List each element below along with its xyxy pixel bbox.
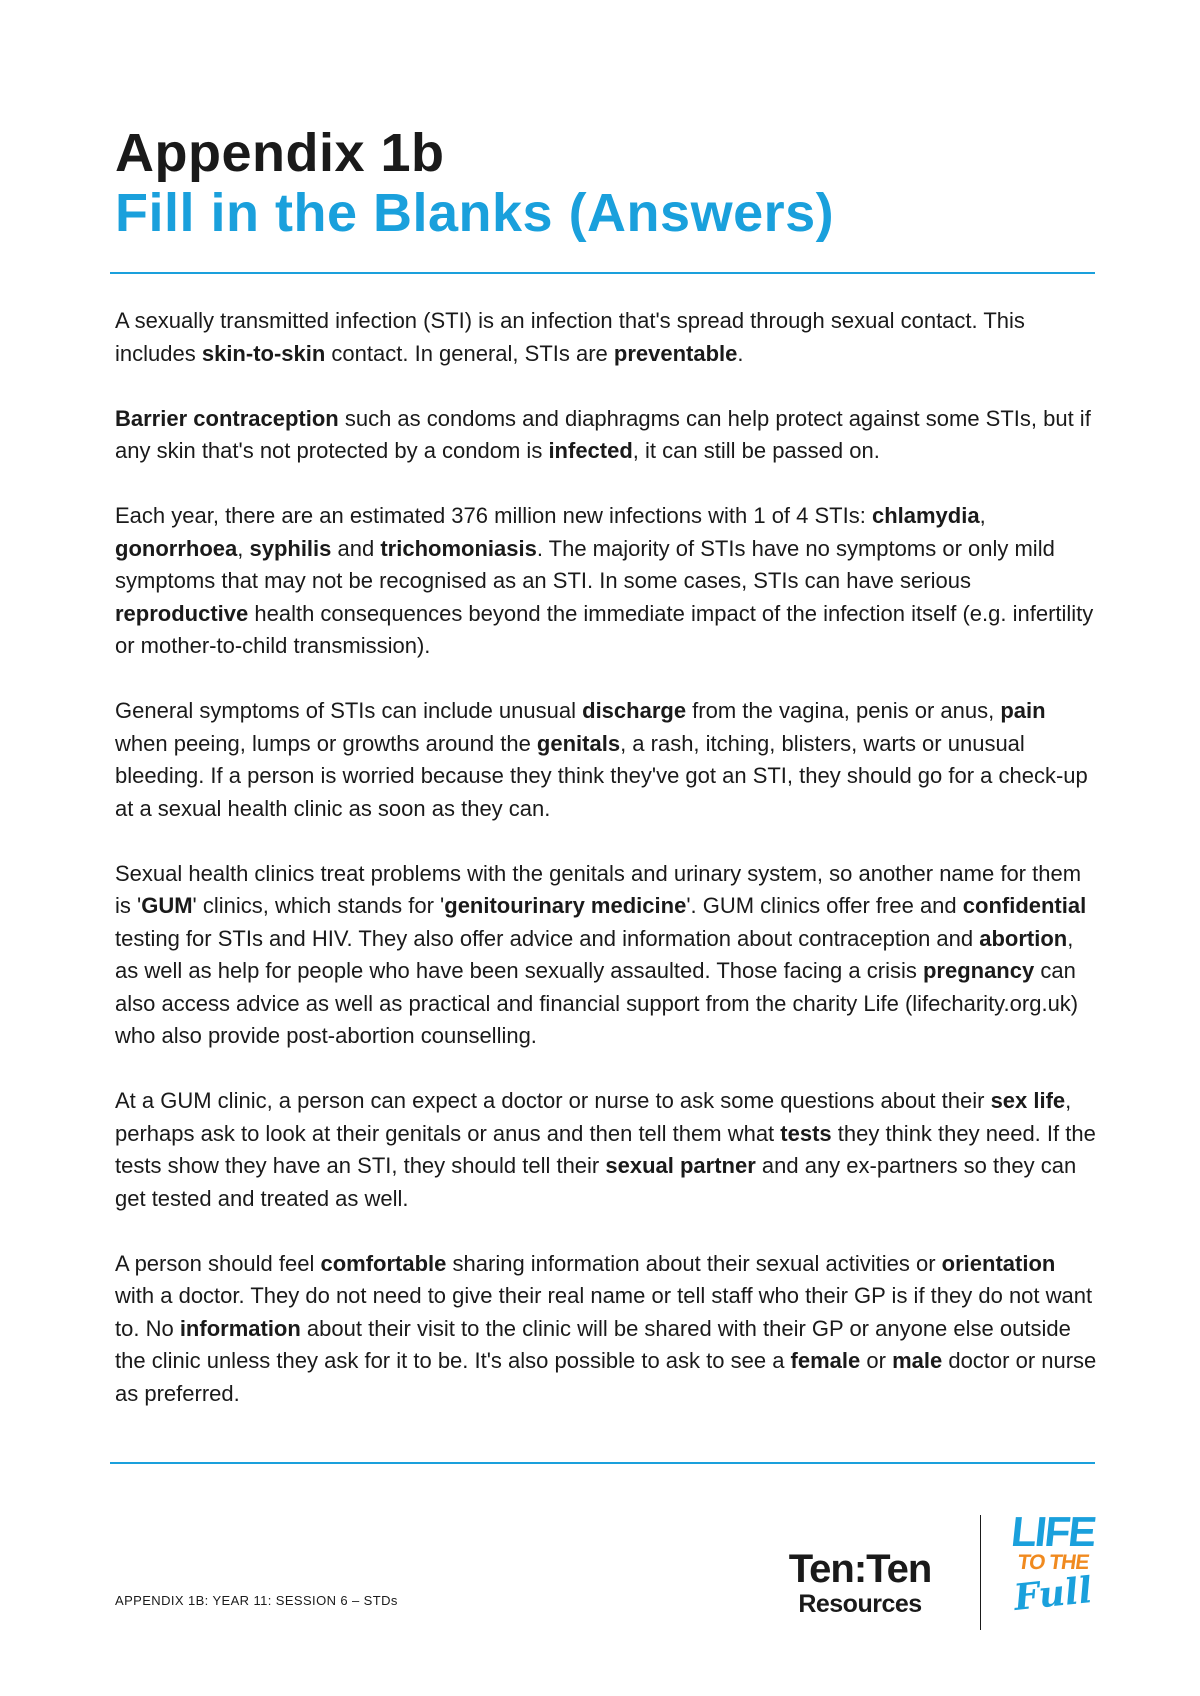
page-subtitle: Fill in the Blanks (Answers) <box>115 183 835 243</box>
paragraph-clinic-visit: At a GUM clinic, a person can expect a doctor or nurse to ask some questions about their sex life, perhaps ask to look at their genitals or anus and then tell them what tests they think they need. If the tests show they have an STI, they should tell their sexual partner and any ex-partners so they can get tested and treated as well. <box>115 1088 1096 1211</box>
answer-preventable: preventable <box>613 340 738 366</box>
answer-syphilis: syphilis <box>249 535 332 561</box>
top-divider <box>110 272 1095 274</box>
footer-note: APPENDIX 1B: YEAR 11: SESSION 6 – STDs <box>115 1593 398 1608</box>
answer-sex-life: sex life <box>990 1088 1066 1113</box>
answer-infected: infected <box>548 438 633 463</box>
tenten-logo-wordmark: Ten:Ten <box>788 1547 932 1591</box>
answer-sexual-partner: sexual partner <box>605 1153 756 1178</box>
answer-trichomoniasis: trichomoniasis <box>380 535 537 561</box>
answer-confidential: confidential <box>962 893 1087 918</box>
answer-discharge: discharge <box>582 698 687 723</box>
answer-male: male <box>892 1348 943 1373</box>
paragraph-infection-stats: Each year, there are an estimated 376 million new infections with 1 of 4 STIs: chlamydia, gonorrhoea, syphilis and trichomoniasis. The majority of STIs have no symptoms or only mild symptoms that may not be recognised as an STI. In some cases, STIs can have serious reproductive health consequences beyond the immediate impact of the infection itself (e.g. infertility or mother-to-child transmission). <box>115 503 1094 658</box>
answer-genitourinary-medicine: genitourinary medicine <box>444 893 687 918</box>
answer-genitals: genitals <box>536 730 621 756</box>
bottom-divider <box>110 1462 1095 1464</box>
tenten-resources-logo <box>770 1548 950 1618</box>
life-logo-line-3: Full <box>1011 1569 1095 1619</box>
answer-comfortable: comfortable <box>320 1250 447 1276</box>
answer-gum: GUM <box>141 893 193 918</box>
paragraph-comfort-privacy: A person should feel comfortable sharing information about their sexual activities or orientation with a doctor. They do not need to give their real name or tell staff who their GP is if they do not want to. No information about their visit to the clinic will be shared with their GP or anyone else outside the clinic unless they ask for it to be. It's also possible to ask to see a female or male doctor or nurse as preferred. <box>115 1250 1097 1406</box>
tenten-logo-subtitle: Resources <box>798 1590 922 1618</box>
answer-information: information <box>179 1315 301 1341</box>
answer-chlamydia: chlamydia <box>871 503 980 528</box>
answer-female: female <box>790 1348 861 1373</box>
answer-tests: tests <box>780 1120 832 1146</box>
answer-reproductive: reproductive <box>115 600 249 626</box>
answer-skin-to-skin: skin-to-skin <box>201 340 326 366</box>
life-logo-line-1: LIFE <box>1009 1508 1098 1555</box>
answer-orientation: orientation <box>941 1250 1056 1276</box>
page-title: Appendix 1b <box>115 123 445 183</box>
paragraph-sti-intro: A sexually transmitted infection (STI) is an infection that's spread through sexual contact. This includes skin-to-skin contact. In general, STIs are preventable. <box>115 308 1025 366</box>
answer-abortion: abortion <box>979 925 1068 951</box>
paragraph-symptoms: General symptoms of STIs can include unusual discharge from the vagina, penis or anus, pain when peeing, lumps or growths around the genitals, a rash, itching, blisters, warts or unusual bleeding. If a person is worried because they think they've got an STI, they should go for a check-up at a sexual health clinic as soon as they can. <box>115 698 1088 821</box>
paragraph-barrier-contraception: Barrier contraception such as condoms and diaphragms can help protect against some STIs, but if any skin that's not protected by a condom is infected, it can still be passed on. <box>115 405 1091 463</box>
logo-divider <box>980 1515 981 1630</box>
answer-pregnancy: pregnancy <box>922 958 1035 983</box>
answer-barrier-contraception: Barrier contraception <box>115 405 339 431</box>
life-to-the-full-logo <box>1008 1508 1098 1619</box>
answer-pain: pain <box>1000 698 1046 723</box>
body-text <box>115 305 1100 1443</box>
answer-gonorrhoea: gonorrhoea <box>115 535 238 561</box>
life-logo-line-2: TO THE <box>1016 1551 1090 1574</box>
paragraph-gum-clinics: Sexual health clinics treat problems with the genitals and urinary system, so another name for them is 'GUM' clinics, which stands for 'genitourinary medicine'. GUM clinics offer free and confidential testing for STIs and HIV. They also offer advice and information about contraception and abortion, as well as help for people who have been sexually assaulted. Those facing a crisis pregnancy can also access advice as well as practical and financial support from the charity Life (lifecharity.org.uk) who also provide post-abortion counselling. <box>115 860 1087 1048</box>
